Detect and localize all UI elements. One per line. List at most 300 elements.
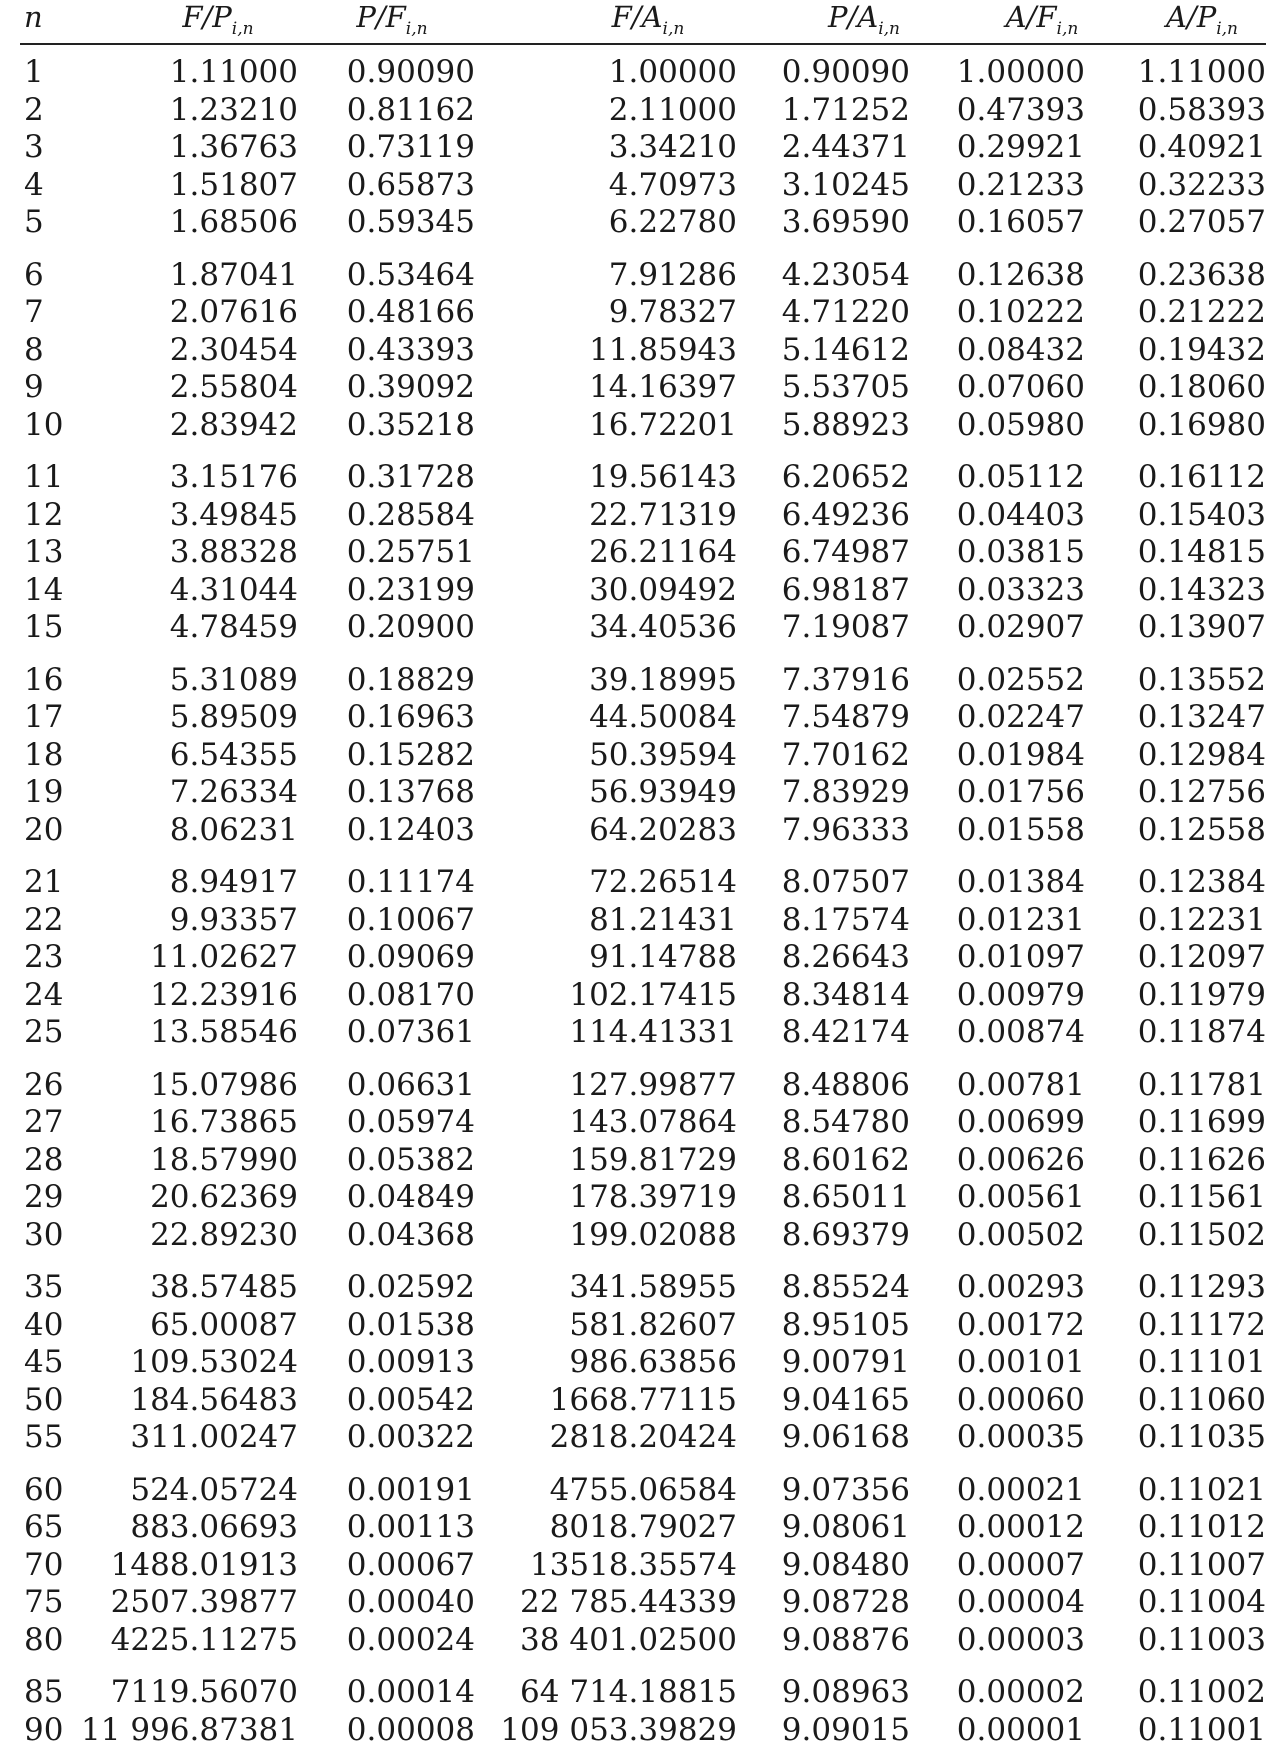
cell-p-over-a: 5.88923 <box>781 406 910 443</box>
cell-p-over-a: 9.08728 <box>781 1584 910 1620</box>
cell-a-over-p: 0.32233 <box>1137 166 1266 203</box>
table-row <box>20 1217 1268 1255</box>
cell-f-over-p: 7.26334 <box>169 774 298 810</box>
table-row <box>20 1067 1268 1105</box>
cell-a-over-p: 1.11000 <box>1137 54 1266 90</box>
cell-a-over-p: 0.18060 <box>1137 369 1266 405</box>
cell-f-over-p: 16.73865 <box>150 1104 298 1140</box>
cell-a-over-p: 0.11035 <box>1137 1419 1266 1455</box>
cell-n: 60 <box>24 1471 64 1508</box>
cell-a-over-f: 1.00000 <box>956 54 1085 90</box>
cell-a-over-f: 0.00021 <box>956 1471 1085 1508</box>
cell-p-over-f: 0.00008 <box>346 1711 475 1748</box>
cell-n: 9 <box>24 369 44 405</box>
table-body <box>20 54 1268 1764</box>
cell-p-over-a: 9.09015 <box>781 1711 910 1748</box>
cell-a-over-f: 0.03815 <box>956 534 1085 570</box>
cell-f-over-p: 5.31089 <box>169 661 298 698</box>
table-row <box>20 1014 1268 1052</box>
cell-n: 22 <box>24 901 64 938</box>
table-row <box>20 1674 1268 1712</box>
table-row <box>20 609 1268 647</box>
cell-p-over-f: 0.00113 <box>346 1509 475 1545</box>
cell-a-over-f: 0.29921 <box>956 129 1085 165</box>
cell-a-over-p: 0.11003 <box>1137 1621 1266 1658</box>
table-row <box>20 1307 1268 1345</box>
table-row <box>20 257 1268 295</box>
cell-a-over-f: 0.00502 <box>956 1216 1085 1253</box>
cell-n: 23 <box>24 939 64 975</box>
cell-a-over-f: 0.00060 <box>956 1381 1085 1418</box>
cell-f-over-p: 2.07616 <box>169 294 298 330</box>
cell-n: 15 <box>24 609 64 645</box>
cell-f-over-p: 109.53024 <box>130 1344 298 1380</box>
cell-a-over-f: 0.01231 <box>956 901 1085 938</box>
table-row <box>20 662 1268 700</box>
cell-f-over-p: 883.06693 <box>130 1509 298 1545</box>
cell-a-over-p: 0.19432 <box>1137 331 1266 368</box>
cell-p-over-f: 0.00191 <box>346 1471 475 1508</box>
cell-a-over-f: 0.01984 <box>956 736 1085 773</box>
row-group <box>20 1472 1268 1660</box>
header-f-over-p <box>158 0 278 46</box>
cell-f-over-p: 8.06231 <box>169 811 298 848</box>
cell-f-over-a: 72.26514 <box>589 864 737 900</box>
cell-a-over-p: 0.11002 <box>1137 1674 1266 1710</box>
cell-a-over-f: 0.00101 <box>956 1344 1085 1380</box>
cell-p-over-a: 8.60162 <box>781 1141 910 1178</box>
cell-a-over-f: 0.00293 <box>956 1269 1085 1305</box>
cell-a-over-f: 0.03323 <box>956 571 1085 608</box>
header-p-over-a <box>804 0 924 46</box>
cell-n: 5 <box>24 204 44 240</box>
header-f-over-a-label: F/A <box>611 0 663 34</box>
cell-f-over-a: 1668.77115 <box>549 1381 737 1418</box>
cell-a-over-p: 0.13552 <box>1137 661 1266 698</box>
cell-f-over-p: 1.36763 <box>169 129 298 165</box>
table-row <box>20 369 1268 407</box>
cell-a-over-f: 0.21233 <box>956 166 1085 203</box>
cell-n: 11 <box>24 459 64 495</box>
cell-a-over-f: 0.01097 <box>956 939 1085 975</box>
cell-p-over-f: 0.59345 <box>346 204 475 240</box>
table-row <box>20 92 1268 130</box>
cell-a-over-p: 0.13907 <box>1137 609 1266 645</box>
cell-a-over-f: 0.01756 <box>956 774 1085 810</box>
cell-n: 35 <box>24 1269 64 1305</box>
cell-p-over-a: 8.65011 <box>781 1179 910 1215</box>
cell-f-over-a: 38 401.02500 <box>520 1621 737 1658</box>
cell-p-over-f: 0.02592 <box>346 1269 475 1305</box>
cell-p-over-f: 0.06631 <box>346 1066 475 1103</box>
header-f-over-a-sub: i,n <box>662 18 685 39</box>
cell-a-over-f: 0.05112 <box>956 459 1085 495</box>
cell-p-over-f: 0.23199 <box>346 571 475 608</box>
cell-n: 85 <box>24 1674 64 1710</box>
row-group <box>20 54 1268 242</box>
cell-p-over-a: 6.74987 <box>781 534 910 570</box>
cell-p-over-a: 8.26643 <box>781 939 910 975</box>
cell-p-over-a: 7.96333 <box>781 811 910 848</box>
cell-a-over-p: 0.11060 <box>1137 1381 1266 1418</box>
cell-a-over-f: 0.01558 <box>956 811 1085 848</box>
table-row <box>20 54 1268 92</box>
table-row <box>20 129 1268 167</box>
cell-n: 19 <box>24 774 64 810</box>
cell-p-over-f: 0.90090 <box>346 54 475 90</box>
cell-f-over-a: 127.99877 <box>569 1066 737 1103</box>
cell-f-over-a: 6.22780 <box>608 204 737 240</box>
cell-a-over-p: 0.14323 <box>1137 571 1266 608</box>
cell-a-over-f: 0.16057 <box>956 204 1085 240</box>
cell-p-over-a: 9.00791 <box>781 1344 910 1380</box>
cell-p-over-f: 0.05382 <box>346 1141 475 1178</box>
cell-n: 20 <box>24 811 64 848</box>
cell-n: 27 <box>24 1104 64 1140</box>
cell-a-over-f: 0.08432 <box>956 331 1085 368</box>
cell-n: 13 <box>24 534 64 570</box>
table-row <box>20 1104 1268 1142</box>
cell-f-over-a: 81.21431 <box>589 901 737 938</box>
cell-n: 24 <box>24 976 64 1013</box>
cell-a-over-p: 0.40921 <box>1137 129 1266 165</box>
cell-n: 28 <box>24 1141 64 1178</box>
cell-n: 21 <box>24 864 64 900</box>
cell-p-over-f: 0.00913 <box>346 1344 475 1380</box>
cell-a-over-f: 0.47393 <box>956 91 1085 128</box>
cell-n: 75 <box>24 1584 64 1620</box>
cell-p-over-a: 9.08480 <box>781 1546 910 1583</box>
cell-f-over-p: 1.11000 <box>169 54 298 90</box>
cell-a-over-f: 0.00002 <box>956 1674 1085 1710</box>
table-row <box>20 1382 1268 1420</box>
cell-p-over-a: 6.20652 <box>781 459 910 495</box>
table-row <box>20 864 1268 902</box>
cell-f-over-p: 22.89230 <box>150 1216 298 1253</box>
cell-f-over-a: 14.16397 <box>589 369 737 405</box>
cell-p-over-a: 9.08061 <box>781 1509 910 1545</box>
cell-a-over-p: 0.11004 <box>1137 1584 1266 1620</box>
cell-p-over-f: 0.31728 <box>346 459 475 495</box>
cell-f-over-a: 3.34210 <box>608 129 737 165</box>
cell-f-over-a: 199.02088 <box>569 1216 737 1253</box>
cell-p-over-a: 8.95105 <box>781 1306 910 1343</box>
cell-f-over-a: 7.91286 <box>608 256 737 293</box>
cell-p-over-f: 0.00024 <box>346 1621 475 1658</box>
header-a-over-f-label: A/F <box>1005 0 1057 34</box>
cell-p-over-f: 0.11174 <box>346 864 475 900</box>
cell-f-over-p: 1.23210 <box>169 91 298 128</box>
cell-f-over-a: 1.00000 <box>608 54 737 90</box>
cell-a-over-p: 0.15403 <box>1137 496 1266 533</box>
header-p-over-f-label: P/F <box>356 0 406 34</box>
cell-p-over-f: 0.09069 <box>346 939 475 975</box>
cell-n: 26 <box>24 1066 64 1103</box>
cell-a-over-p: 0.11101 <box>1137 1344 1266 1380</box>
cell-n: 6 <box>24 256 44 293</box>
table-row <box>20 939 1268 977</box>
header-rule <box>20 43 1266 45</box>
cell-p-over-f: 0.12403 <box>346 811 475 848</box>
cell-a-over-p: 0.58393 <box>1137 91 1266 128</box>
cell-p-over-f: 0.28584 <box>346 496 475 533</box>
row-group <box>20 257 1268 445</box>
cell-p-over-f: 0.05974 <box>346 1104 475 1140</box>
cell-f-over-a: 2.11000 <box>608 91 737 128</box>
cell-a-over-p: 0.13247 <box>1137 699 1266 735</box>
cell-p-over-a: 7.70162 <box>781 736 910 773</box>
cell-n: 1 <box>24 54 44 90</box>
cell-a-over-f: 0.00561 <box>956 1179 1085 1215</box>
cell-f-over-p: 2.30454 <box>169 331 298 368</box>
cell-p-over-f: 0.04368 <box>346 1216 475 1253</box>
table-row <box>20 167 1268 205</box>
cell-p-over-f: 0.48166 <box>346 294 475 330</box>
table-row <box>20 1419 1268 1457</box>
table-row <box>20 407 1268 445</box>
cell-f-over-a: 8018.79027 <box>549 1509 737 1545</box>
cell-a-over-f: 0.10222 <box>956 294 1085 330</box>
cell-n: 18 <box>24 736 64 773</box>
cell-f-over-p: 1488.01913 <box>110 1546 298 1583</box>
table-row <box>20 977 1268 1015</box>
cell-f-over-p: 4.78459 <box>169 609 298 645</box>
cell-a-over-f: 0.00035 <box>956 1419 1085 1455</box>
cell-p-over-f: 0.16963 <box>346 699 475 735</box>
cell-p-over-f: 0.20900 <box>346 609 475 645</box>
cell-f-over-a: 4755.06584 <box>549 1471 737 1508</box>
cell-p-over-a: 2.44371 <box>781 129 910 165</box>
cell-a-over-f: 0.02552 <box>956 661 1085 698</box>
cell-a-over-p: 0.11012 <box>1137 1509 1266 1545</box>
cell-a-over-p: 0.11781 <box>1137 1066 1266 1103</box>
row-group <box>20 1269 1268 1457</box>
table-row <box>20 459 1268 497</box>
cell-f-over-p: 4225.11275 <box>110 1621 298 1658</box>
cell-f-over-p: 11.02627 <box>150 939 298 975</box>
row-group <box>20 662 1268 850</box>
table-row <box>20 812 1268 850</box>
cell-a-over-f: 0.00699 <box>956 1104 1085 1140</box>
header-a-over-p <box>1142 0 1262 46</box>
cell-f-over-a: 109 053.39829 <box>500 1711 737 1748</box>
cell-p-over-f: 0.53464 <box>346 256 475 293</box>
cell-a-over-f: 0.00001 <box>956 1711 1085 1748</box>
cell-f-over-p: 20.62369 <box>150 1179 298 1215</box>
cell-f-over-p: 4.31044 <box>169 571 298 608</box>
table-row <box>20 902 1268 940</box>
table-header <box>20 0 1268 38</box>
cell-p-over-a: 9.04165 <box>781 1381 910 1418</box>
cell-f-over-p: 3.15176 <box>169 459 298 495</box>
cell-a-over-f: 0.05980 <box>956 406 1085 443</box>
table-row <box>20 699 1268 737</box>
cell-n: 14 <box>24 571 64 608</box>
cell-f-over-p: 3.88328 <box>169 534 298 570</box>
cell-p-over-a: 4.23054 <box>781 256 910 293</box>
cell-a-over-f: 0.00626 <box>956 1141 1085 1178</box>
cell-f-over-a: 986.63856 <box>569 1344 737 1380</box>
cell-a-over-p: 0.11172 <box>1137 1306 1266 1343</box>
cell-p-over-a: 8.48806 <box>781 1066 910 1103</box>
cell-n: 2 <box>24 91 44 128</box>
header-f-over-p-sub: i,n <box>231 18 254 39</box>
cell-f-over-a: 9.78327 <box>608 294 737 330</box>
cell-p-over-a: 8.85524 <box>781 1269 910 1305</box>
cell-f-over-p: 7119.56070 <box>110 1674 298 1710</box>
cell-p-over-a: 1.71252 <box>781 91 910 128</box>
cell-p-over-a: 8.34814 <box>781 976 910 1013</box>
cell-f-over-p: 6.54355 <box>169 736 298 773</box>
table-row <box>20 1142 1268 1180</box>
header-f-over-p-label: F/P <box>182 0 232 34</box>
cell-p-over-f: 0.08170 <box>346 976 475 1013</box>
cell-p-over-a: 0.90090 <box>781 54 910 90</box>
cell-f-over-a: 19.56143 <box>589 459 737 495</box>
row-group <box>20 864 1268 1052</box>
cell-p-over-f: 0.81162 <box>346 91 475 128</box>
cell-f-over-p: 1.68506 <box>169 204 298 240</box>
cell-a-over-f: 0.07060 <box>956 369 1085 405</box>
cell-p-over-f: 0.73119 <box>346 129 475 165</box>
cell-n: 29 <box>24 1179 64 1215</box>
cell-f-over-p: 1.87041 <box>169 256 298 293</box>
cell-f-over-a: 4.70973 <box>608 166 737 203</box>
cell-a-over-f: 0.00004 <box>956 1584 1085 1620</box>
cell-a-over-f: 0.02907 <box>956 609 1085 645</box>
cell-a-over-f: 0.00012 <box>956 1509 1085 1545</box>
cell-a-over-p: 0.16112 <box>1137 459 1266 495</box>
cell-f-over-p: 11 996.87381 <box>81 1711 298 1748</box>
table-row <box>20 1584 1268 1622</box>
table-row <box>20 1547 1268 1585</box>
cell-f-over-p: 38.57485 <box>150 1269 298 1305</box>
cell-n: 8 <box>24 331 44 368</box>
cell-f-over-a: 143.07864 <box>569 1104 737 1140</box>
table-row <box>20 1472 1268 1510</box>
cell-a-over-p: 0.27057 <box>1137 204 1266 240</box>
cell-f-over-p: 18.57990 <box>150 1141 298 1178</box>
cell-p-over-a: 6.98187 <box>781 571 910 608</box>
cell-n: 4 <box>24 166 44 203</box>
cell-p-over-a: 9.08963 <box>781 1674 910 1710</box>
cell-p-over-a: 5.14612 <box>781 331 910 368</box>
cell-f-over-a: 50.39594 <box>589 736 737 773</box>
cell-a-over-p: 0.16980 <box>1137 406 1266 443</box>
cell-a-over-p: 0.12984 <box>1137 736 1266 773</box>
cell-p-over-a: 4.71220 <box>781 294 910 330</box>
header-n <box>24 0 43 34</box>
header-n-label: n <box>24 0 43 34</box>
cell-f-over-a: 44.50084 <box>589 699 737 735</box>
table-row <box>20 572 1268 610</box>
header-p-over-a-sub: i,n <box>878 18 901 39</box>
cell-f-over-a: 26.21164 <box>589 534 737 570</box>
cell-f-over-p: 8.94917 <box>169 864 298 900</box>
cell-f-over-a: 159.81729 <box>569 1141 737 1178</box>
cell-a-over-p: 0.11502 <box>1137 1216 1266 1253</box>
cell-f-over-p: 12.23916 <box>150 976 298 1013</box>
cell-f-over-p: 1.51807 <box>169 166 298 203</box>
cell-a-over-p: 0.11293 <box>1137 1269 1266 1305</box>
cell-a-over-p: 0.11626 <box>1137 1141 1266 1178</box>
table-row <box>20 1712 1268 1750</box>
cell-p-over-a: 9.08876 <box>781 1621 910 1658</box>
cell-p-over-f: 0.07361 <box>346 1014 475 1050</box>
cell-a-over-f: 0.00979 <box>956 976 1085 1013</box>
cell-f-over-p: 524.05724 <box>130 1471 298 1508</box>
cell-f-over-a: 22.71319 <box>589 496 737 533</box>
header-a-over-f-sub: i,n <box>1056 18 1079 39</box>
table-row <box>20 1179 1268 1217</box>
cell-a-over-p: 0.21222 <box>1137 294 1266 330</box>
cell-p-over-f: 0.65873 <box>346 166 475 203</box>
cell-p-over-f: 0.00322 <box>346 1419 475 1455</box>
header-p-over-f <box>332 0 452 46</box>
cell-p-over-a: 7.54879 <box>781 699 910 735</box>
cell-f-over-a: 2818.20424 <box>549 1419 737 1455</box>
table-row <box>20 737 1268 775</box>
cell-f-over-a: 16.72201 <box>589 406 737 443</box>
cell-a-over-p: 0.12384 <box>1137 864 1266 900</box>
cell-p-over-f: 0.39092 <box>346 369 475 405</box>
cell-f-over-p: 3.49845 <box>169 496 298 533</box>
cell-p-over-a: 9.07356 <box>781 1471 910 1508</box>
cell-f-over-a: 91.14788 <box>589 939 737 975</box>
cell-n: 16 <box>24 661 64 698</box>
cell-f-over-p: 2507.39877 <box>110 1584 298 1620</box>
cell-n: 10 <box>24 406 64 443</box>
header-f-over-a <box>588 0 708 46</box>
cell-a-over-f: 0.00003 <box>956 1621 1085 1658</box>
table-row <box>20 204 1268 242</box>
cell-f-over-a: 39.18995 <box>589 661 737 698</box>
cell-n: 65 <box>24 1509 64 1545</box>
cell-f-over-p: 13.58546 <box>150 1014 298 1050</box>
cell-f-over-p: 184.56483 <box>130 1381 298 1418</box>
cell-f-over-p: 9.93357 <box>169 901 298 938</box>
cell-a-over-p: 0.11699 <box>1137 1104 1266 1140</box>
header-a-over-p-label: A/P <box>1165 0 1217 34</box>
cell-a-over-p: 0.23638 <box>1137 256 1266 293</box>
cell-a-over-f: 0.00172 <box>956 1306 1085 1343</box>
cell-p-over-f: 0.00040 <box>346 1584 475 1620</box>
cell-a-over-p: 0.14815 <box>1137 534 1266 570</box>
cell-p-over-a: 7.19087 <box>781 609 910 645</box>
cell-a-over-p: 0.11874 <box>1137 1014 1266 1050</box>
table-row <box>20 534 1268 572</box>
cell-p-over-f: 0.13768 <box>346 774 475 810</box>
cell-f-over-a: 64.20283 <box>589 811 737 848</box>
row-group <box>20 1674 1268 1749</box>
cell-n: 17 <box>24 699 64 735</box>
cell-p-over-a: 8.17574 <box>781 901 910 938</box>
cell-a-over-f: 0.02247 <box>956 699 1085 735</box>
cell-f-over-a: 22 785.44339 <box>520 1584 737 1620</box>
cell-p-over-f: 0.10067 <box>346 901 475 938</box>
table-row <box>20 332 1268 370</box>
cell-f-over-a: 11.85943 <box>589 331 737 368</box>
cell-f-over-a: 178.39719 <box>569 1179 737 1215</box>
table-row <box>20 497 1268 535</box>
cell-n: 30 <box>24 1216 64 1253</box>
cell-a-over-f: 0.00781 <box>956 1066 1085 1103</box>
header-p-over-f-sub: i,n <box>405 18 428 39</box>
cell-p-over-f: 0.35218 <box>346 406 475 443</box>
cell-a-over-f: 0.00874 <box>956 1014 1085 1050</box>
cell-a-over-p: 0.11001 <box>1137 1711 1266 1748</box>
cell-f-over-a: 56.93949 <box>589 774 737 810</box>
